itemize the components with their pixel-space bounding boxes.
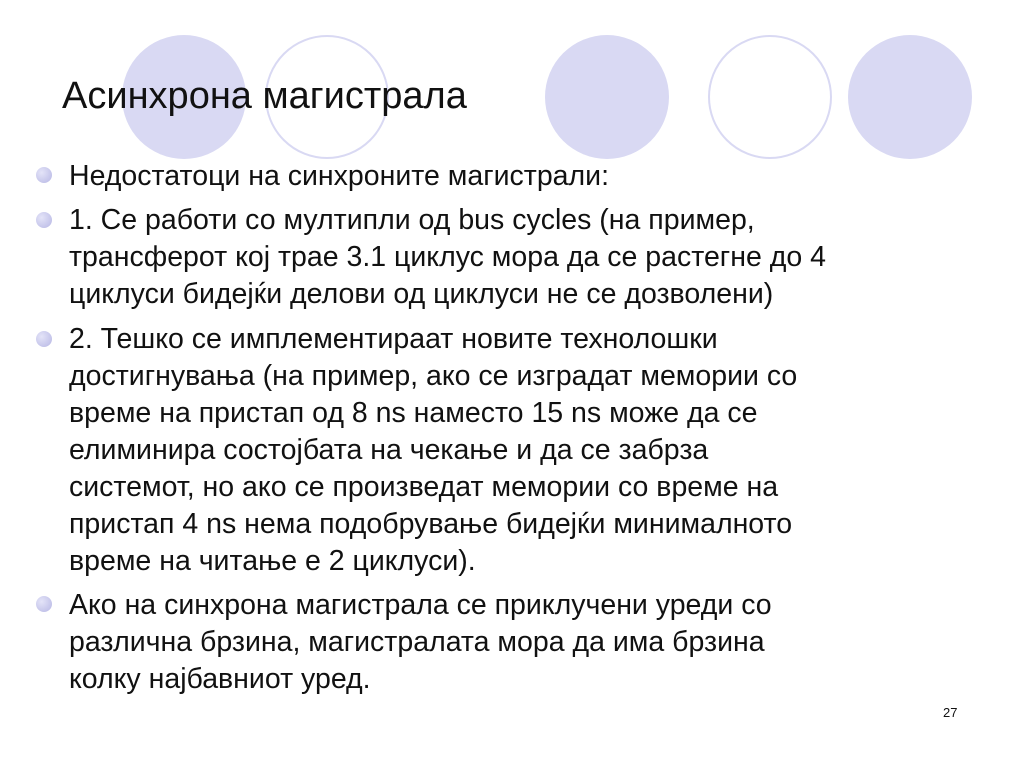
slide-title: Асинхрона магистрала	[62, 75, 467, 117]
bullet-2-line-1: 1. Се работи со мултипли од bus cycles (на пример,	[69, 204, 755, 236]
bullet-4-line-1: Ако на синхрона магистрала се приклучени уреди со	[69, 589, 772, 621]
bullet-3-line-4: елиминира состојбата на чекање и да се забрза	[69, 434, 709, 466]
bullet-dot-icon	[36, 167, 52, 183]
decorative-circle-filled	[848, 35, 972, 159]
bullet-3-line-3: време на пристап од 8 ns наместо 15 ns може да се	[69, 397, 758, 429]
bullet-4-line-3: колку најбавниот уред.	[69, 663, 371, 695]
bullet-dot-icon	[36, 331, 52, 347]
bullet-3-line-7: време на читање е 2 циклуси).	[69, 545, 476, 577]
bullet-3-line-1: 2. Тешко се имплементираат новите технолошки	[69, 323, 718, 355]
bullet-2-line-3: циклуси бидејќи делови од циклуси не се дозволени)	[69, 278, 774, 310]
decorative-circle-filled	[545, 35, 669, 159]
bullet-dot-icon	[36, 596, 52, 612]
bullet-1-line-1: Недостатоци на синхроните магистрали:	[69, 160, 609, 192]
bullet-3-line-5: системот, но ако се произведат мемории со време на	[69, 471, 779, 503]
bullet-3-line-6: пристап 4 ns нема подобрување бидејќи минималното	[69, 508, 793, 540]
bullet-2-line-2: трансферот кој трае 3.1 циклус мора да се растегне до 4	[69, 241, 826, 273]
bullet-dot-icon	[36, 212, 52, 228]
bullet-3-line-2: достигнувања (на пример, ако се изградат мемории со	[69, 360, 798, 392]
bullet-4-line-2: различна брзина, магистралата мора да има брзина	[69, 626, 765, 658]
page-number: 27	[943, 705, 958, 720]
decorative-circle-outline	[708, 35, 832, 159]
